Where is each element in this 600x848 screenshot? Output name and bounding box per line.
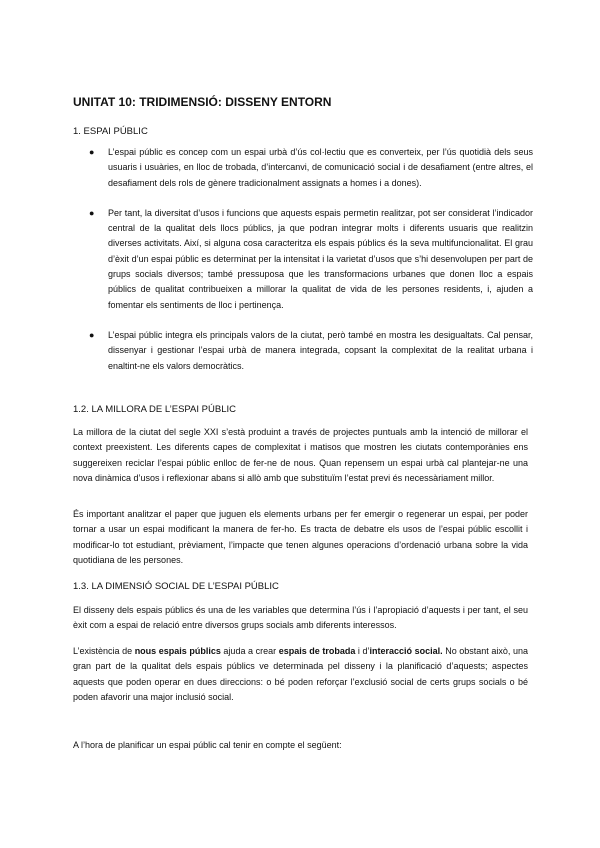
bullet-item — [73, 145, 533, 191]
bold-text: nous espais públics — [134, 646, 221, 656]
bold-text: interacció social. — [369, 646, 443, 656]
text-run: No obstant això, una gran part de la qualitat dels espais públics ve determinada pel disseny i la planificació d’aquests; aspectes aquests que poden operar en dues direccions: o bé poden reforçar l’exclusió social de certs grups socials o bé poden afavorir una major inclusió social. — [73, 646, 528, 702]
paragraph: A l’hora de planificar un espai públic cal tenir en compte el següent: — [73, 740, 342, 750]
paragraph: És important analitzar el paper que juguen els elements urbans per fer emergir o regenerar un espai, per poder tornar a usar un espai modificant la manera de fer-ho. Es tracta de debatre els usos de l’espai públic escollit i modificar-lo tot estudiant, prèviament, l’impacte que tenen algunes operacions d’ordenació urbana sobre la vida quotidiana de les persones. — [73, 509, 528, 565]
section-heading-millora: 1.2. LA MILLORA DE L’ESPAI PÚBLIC — [73, 404, 236, 415]
bullet-item — [73, 328, 533, 374]
bullet-item — [73, 206, 533, 313]
paragraph: La millora de la ciutat del segle XXI s’està produint a través de projectes puntuals amb la intenció de millorar el context preexistent. Les diferents capes de complexitat i matisos que mostren les ciutats contemporànies ens suggereixen reciclar l’espai públic enlloc de fer-ne de nous. Quan repensem un espai urbà cal plantejar-ne una nova dinàmica d’usos i reflexionar abans si allò amb que substituïm l’estat previ és necessàriament millor. — [73, 427, 528, 483]
bullet-text: L’espai públic es concep com un espai urbà d’ús col·lectiu que es converteix, per l’ús quotidià dels seus usuaris i usuàries, en lloc de trobada, d’intercanvi, de comunicació social i de desafiament (entre altres, el desafiament dels rols de gènere tradicionalment assignats a homes i a dones). — [108, 147, 533, 188]
bullet-icon: ● — [89, 147, 95, 157]
bullet-text: L’espai públic integra els principals valors de la ciutat, però també en mostra les desigualtats. Cal pensar, dissenyar i gestionar l’espai urbà de manera integrada, copsant la complexitat de la realitat urbana i enaltint-ne els valors democràtics. — [108, 329, 533, 371]
bullet-icon: ● — [89, 207, 95, 218]
paragraph — [73, 644, 528, 705]
espai-public-bullet-list — [73, 145, 533, 389]
text-run: ajuda a crear — [220, 646, 279, 656]
section-heading-espai-public: 1. ESPAI PÚBLIC — [73, 126, 148, 137]
text-run: i d’ — [355, 646, 370, 656]
bold-text: espais de trobada — [278, 646, 356, 656]
text-run: L’existència de — [73, 646, 135, 656]
section-heading-dimensio-social: 1.3. LA DIMENSIÓ SOCIAL DE L’ESPAI PÚBLIC — [73, 581, 279, 592]
paragraph: El disseny dels espais públics és una de les variables que determina l’ús i l’apropiació d’aquests i per tant, el seu èxit com a espai de relació entre diversos grups socials amb diferents interessos. — [73, 605, 528, 631]
bullet-text: Per tant, la diversitat d’usos i funcions que aquests espais permetin realitzar, pot ser considerat l’indicador central de la qualitat dels llocs públics, ja que podran integrar molts i diferents usuaris que realitzin diverses activitats. Així, si alguna cosa caracteritza els espais públics és la seva multifuncionalitat. El grau d’èxit d’un espai públic es determinat per la intensitat i la varietat d’usos que s’hi desenvolupen per part de grups socials diversos; també pressuposa que les transformacions urbanes que donen lloc a espais públics de qualitat contribueixen a millorar la qualitat de vida de les persones residents, i, ajuden a fomentar els sentiments de lloc i pertinença. — [108, 207, 533, 310]
bullet-icon: ● — [89, 329, 95, 340]
page-title: UNITAT 10: TRIDIMENSIÓ: DISSENY ENTORN — [73, 95, 332, 109]
